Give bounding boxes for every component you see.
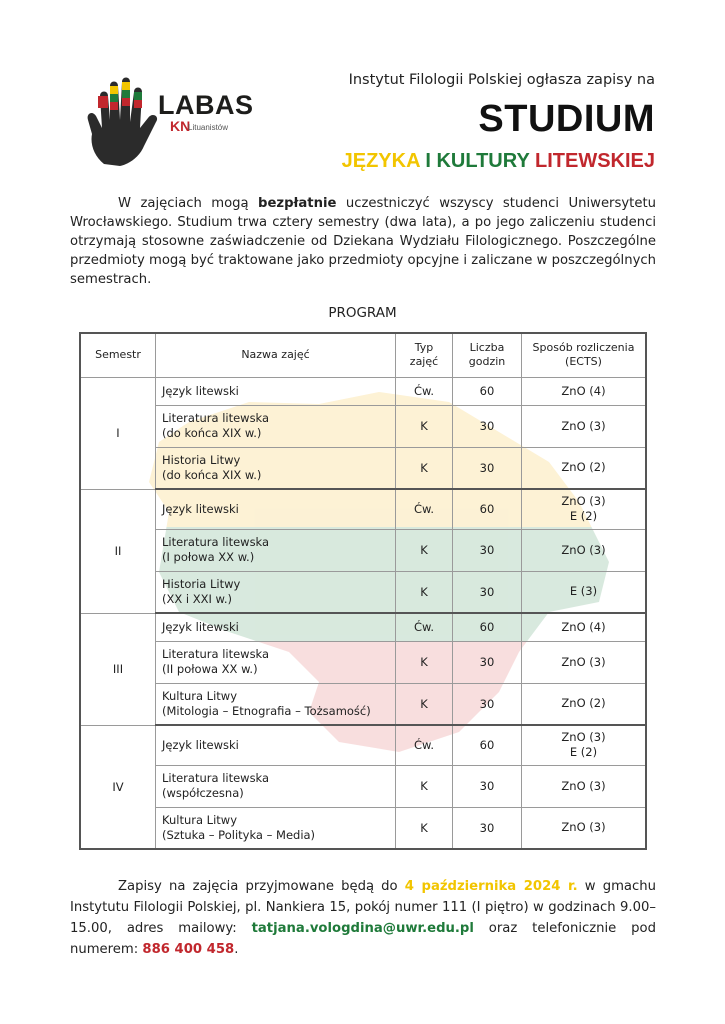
- course-hours-cell: 30: [453, 765, 522, 807]
- course-hours-cell: 60: [453, 613, 522, 641]
- course-name-detail: (Sztuka – Polityka – Media): [162, 827, 316, 842]
- ects-value: ZnO (3): [561, 778, 606, 793]
- subtitle-part-3: LITEWSKIEJ: [534, 150, 655, 172]
- course-name-detail: (XX i XXI w.): [162, 591, 233, 606]
- ects-value: ZnO (3): [561, 730, 606, 745]
- header-ects: Sposób rozliczenia (ECTS): [522, 333, 647, 377]
- announcement-line: Instytut Filologii Polskiej ogłasza zapisy na: [348, 72, 655, 88]
- course-hours-cell: 30: [453, 529, 522, 571]
- course-name: Język litewski: [162, 619, 239, 634]
- table-row: [80, 447, 646, 489]
- course-name-detail: (II połowa XX w.): [162, 662, 258, 676]
- footer-text-3: oraz telefonicznie pod numerem:: [70, 921, 656, 957]
- course-hours-cell: 30: [453, 641, 522, 683]
- course-ects-cell: [522, 377, 647, 405]
- course-name-cell: [156, 489, 396, 529]
- course-name-cell: [156, 529, 396, 571]
- course-ects-cell: [522, 765, 647, 807]
- ects-value: ZnO (3): [561, 820, 606, 835]
- course-type-cell: K: [396, 571, 453, 613]
- subtitle-part-2: I KULTURY: [425, 150, 530, 172]
- table-row: [80, 613, 646, 641]
- ects-value-secondary: E (2): [569, 745, 598, 760]
- semester-cell: III: [80, 613, 156, 725]
- course-hours-cell: 60: [453, 725, 522, 765]
- table-row: [80, 377, 646, 405]
- course-ects-cell: [522, 529, 647, 571]
- ects-value: ZnO (4): [561, 383, 606, 398]
- course-name-detail: (współczesna): [162, 786, 244, 800]
- course-name-detail: (do końca XIX w.): [162, 426, 262, 440]
- course-type-cell: K: [396, 529, 453, 571]
- course-type-cell: Ćw.: [396, 377, 453, 405]
- page-subtitle: [342, 150, 655, 173]
- course-hours-cell: 30: [453, 571, 522, 613]
- table-row: [80, 489, 646, 529]
- course-type-cell: Ćw.: [396, 725, 453, 765]
- ects-value-secondary: E (2): [569, 509, 598, 524]
- course-ects-cell: [522, 405, 647, 447]
- intro-text-1: W zajęciach mogą: [118, 196, 249, 211]
- course-name-detail: (Mitologia – Etnografia – Tożsamość): [162, 703, 371, 718]
- table-header-row: [80, 333, 646, 377]
- footer-text-4: .: [234, 942, 239, 957]
- program-table-wrapper: [79, 332, 647, 850]
- course-name-cell: [156, 725, 396, 765]
- course-type-cell: K: [396, 641, 453, 683]
- program-table-body: [80, 377, 646, 849]
- table-row: [80, 571, 646, 613]
- semester-cell: II: [80, 489, 156, 613]
- semester-cell: I: [80, 377, 156, 489]
- course-hours-cell: 60: [453, 489, 522, 529]
- ects-value: ZnO (4): [561, 619, 606, 634]
- course-type-cell: K: [396, 683, 453, 725]
- course-name: Język litewski: [162, 737, 239, 752]
- intro-paragraph: [70, 194, 656, 289]
- logo-subtitle: Lituanistów: [188, 123, 229, 132]
- table-row: [80, 725, 646, 765]
- course-name-detail: (do końca XIX w.): [162, 467, 262, 482]
- course-name-detail: (I połowa XX w.): [162, 550, 255, 564]
- intro-text-2: uczestniczyć wszyscy studenci Uniwersytetu Wrocławskiego. Studium trwa cztery semestry (dwa lata), a po jego zaliczeniu studenci otrzymają stosowne zaświadczenie od Dziekana Wydziału Filologicznego. Poszczególne przedmioty mogą być traktowane jako przedmioty opcyjne i zaliczane w poszczególnych semestrach.: [70, 196, 656, 287]
- table-row: [80, 765, 646, 807]
- course-name: Historia Litwy: [162, 576, 241, 591]
- ects-value: ZnO (3): [561, 542, 606, 557]
- table-row: [80, 405, 646, 447]
- course-name: Kultura Litwy: [162, 688, 238, 703]
- course-name: Literatura litewska: [162, 771, 270, 785]
- course-type-cell: K: [396, 447, 453, 489]
- contact-email[interactable]: tatjana.vologdina@uwr.edu.pl: [251, 921, 474, 936]
- course-ects-cell: [522, 683, 647, 725]
- ects-value: ZnO (3): [561, 418, 606, 433]
- course-ects-cell: [522, 571, 647, 613]
- course-name-cell: [156, 377, 396, 405]
- course-hours-cell: 30: [453, 405, 522, 447]
- ects-value: ZnO (2): [561, 460, 606, 475]
- logo-kn: KN: [170, 118, 191, 134]
- footer-text-2: w gmachu Instytutu Filologii Polskiej, pl. Nankiera 15, pokój numer 111 (I piętro) w godzinach 9.00–15.00, adres mailowy:: [70, 879, 656, 936]
- footer-paragraph: [70, 876, 656, 960]
- course-ects-cell: [522, 489, 647, 529]
- logo: [86, 76, 254, 166]
- table-row: [80, 641, 646, 683]
- course-ects-cell: [522, 641, 647, 683]
- course-name-cell: [156, 683, 396, 725]
- course-name-cell: [156, 765, 396, 807]
- course-type-cell: K: [396, 765, 453, 807]
- course-hours-cell: 30: [453, 447, 522, 489]
- course-hours-cell: 30: [453, 807, 522, 849]
- course-hours-cell: 60: [453, 377, 522, 405]
- course-type-cell: Ćw.: [396, 613, 453, 641]
- program-table: [79, 332, 647, 850]
- course-name-cell: [156, 807, 396, 849]
- ects-value: E (3): [569, 584, 598, 599]
- header-type: Typ zajęć: [396, 333, 453, 377]
- course-ects-cell: [522, 447, 647, 489]
- course-name-cell: [156, 613, 396, 641]
- course-ects-cell: [522, 613, 647, 641]
- course-name: Język litewski: [162, 383, 239, 398]
- page-title: STUDIUM: [478, 98, 655, 140]
- course-name: Język litewski: [162, 501, 239, 516]
- course-type-cell: Ćw.: [396, 489, 453, 529]
- table-row: [80, 807, 646, 849]
- footer-text-1: Zapisy na zajęcia przyjmowane będą do: [118, 879, 398, 894]
- course-name-cell: [156, 405, 396, 447]
- course-name-cell: [156, 447, 396, 489]
- header-semester: Semestr: [80, 333, 156, 377]
- header-hours: Liczba godzin: [453, 333, 522, 377]
- ects-value: ZnO (3): [561, 494, 606, 509]
- course-name: Literatura litewska: [162, 535, 270, 549]
- table-row: [80, 529, 646, 571]
- intro-bold: bezpłatnie: [258, 196, 337, 211]
- course-name-cell: [156, 571, 396, 613]
- table-row: [80, 683, 646, 725]
- deadline-date: 4 października 2024 r.: [404, 879, 578, 894]
- ects-value: ZnO (2): [561, 696, 606, 711]
- course-name: Historia Litwy: [162, 452, 241, 467]
- course-name-cell: [156, 641, 396, 683]
- course-type-cell: K: [396, 807, 453, 849]
- course-ects-cell: [522, 725, 647, 765]
- course-hours-cell: 30: [453, 683, 522, 725]
- hand-print-icon: [86, 76, 166, 166]
- course-name: Literatura litewska: [162, 411, 270, 425]
- program-label: PROGRAM: [328, 305, 397, 321]
- course-type-cell: K: [396, 405, 453, 447]
- ects-value: ZnO (3): [561, 654, 606, 669]
- logo-title: LABAS: [158, 90, 254, 120]
- course-ects-cell: [522, 807, 647, 849]
- header-name: Nazwa zajęć: [156, 333, 396, 377]
- semester-cell: IV: [80, 725, 156, 849]
- course-name: Kultura Litwy: [162, 812, 238, 827]
- subtitle-part-1: JĘZYKA: [341, 150, 420, 172]
- course-name: Literatura litewska: [162, 647, 270, 661]
- contact-phone[interactable]: 886 400 458: [142, 942, 235, 957]
